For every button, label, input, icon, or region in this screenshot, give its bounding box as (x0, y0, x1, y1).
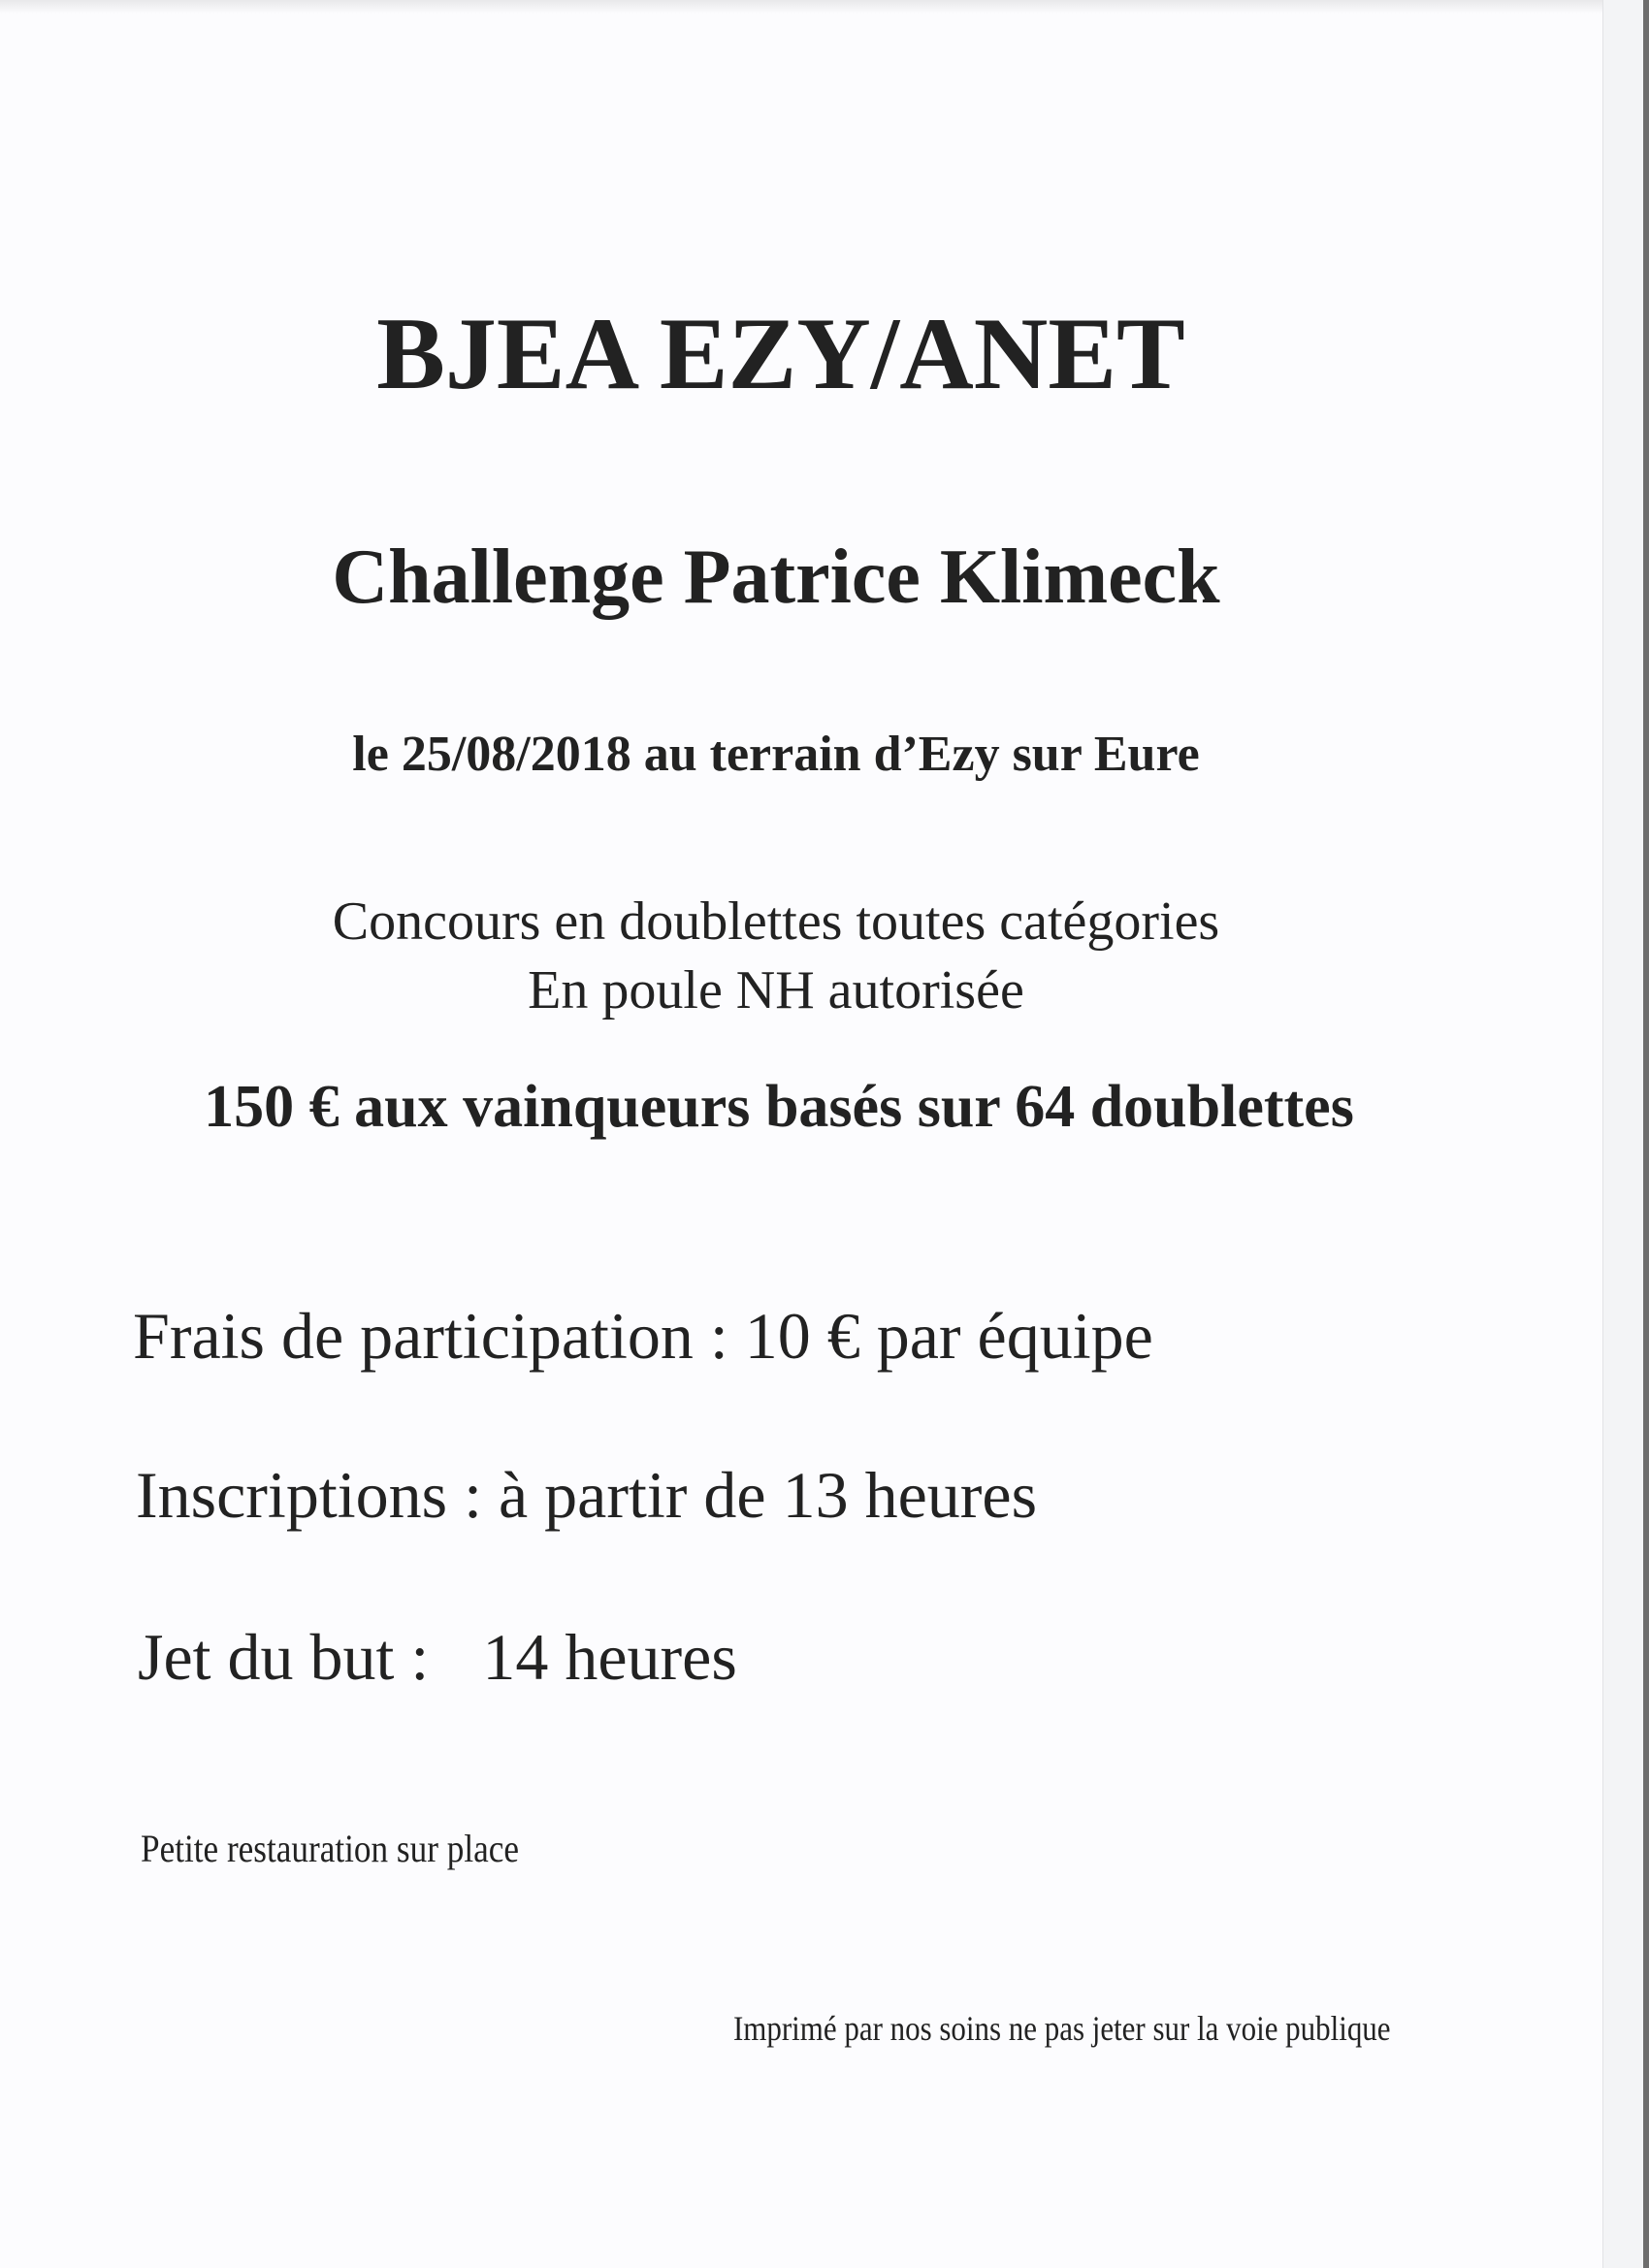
scan-shadow (0, 0, 1602, 14)
page-edge-strip (1602, 0, 1644, 2268)
food-note: Petite restauration sur place (141, 1827, 519, 1870)
event-date-location: le 25/08/2018 au terrain d’Ezy sur Eure (352, 727, 1200, 782)
contest-format: En poule NH autorisée (528, 960, 1024, 1021)
start-time: 14 heures (482, 1620, 737, 1694)
flyer-title: BJEA EZY/ANET (376, 297, 1185, 410)
registration-time: Inscriptions : à partir de 13 heures (136, 1458, 1038, 1532)
scanner-border (1643, 0, 1649, 2268)
footer-note: Imprimé par nos soins ne pas jeter sur la voie publique (733, 2009, 1391, 2048)
contest-description: Concours en doublettes toutes catégories (332, 891, 1220, 952)
start-label: Jet du but : (138, 1620, 430, 1694)
prize-info: 150 € aux vainqueurs basés sur 64 doublettes (204, 1074, 1354, 1140)
start-time-line (138, 1620, 737, 1694)
flyer-subtitle: Challenge Patrice Klimeck (332, 535, 1220, 620)
entry-fee: Frais de participation : 10 € par équipe (133, 1299, 1153, 1373)
